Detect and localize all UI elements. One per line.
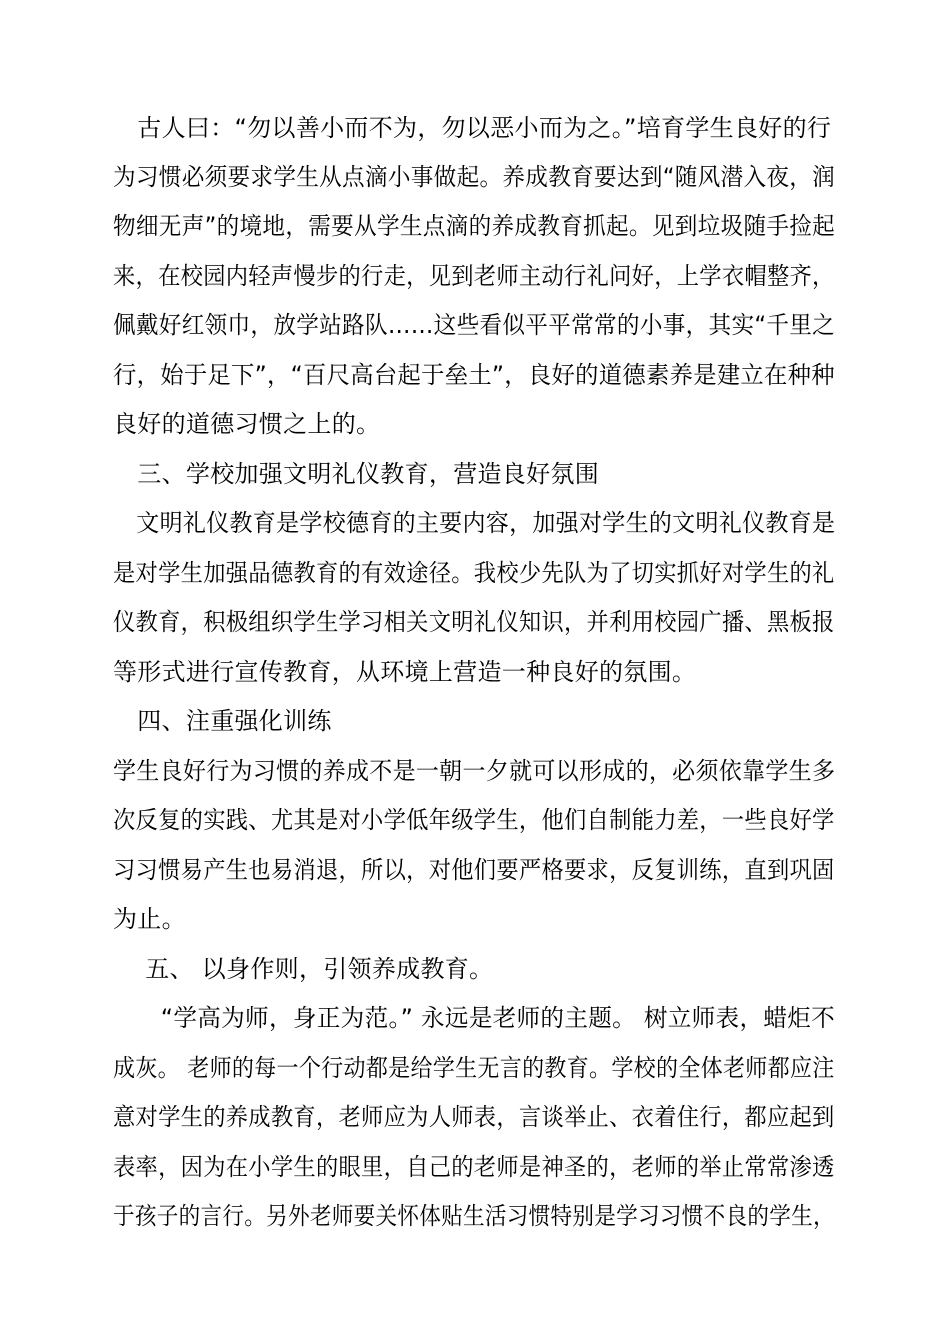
text-line: 学生良好行为习惯的养成不是一朝一夕就可以形成的，必须依靠学生多 bbox=[113, 757, 836, 785]
text-line: 文明礼仪教育是学校德育的主要内容，加强对学生的文明礼仪教育是 bbox=[113, 509, 836, 537]
text-line: 古人曰：“勿以善小而不为，勿以恶小而为之。”培育学生良好的行 bbox=[113, 114, 832, 142]
text-line: 来，在校园内轻声慢步的行走，见到老师主动行礼问好，上学衣帽整齐， bbox=[113, 262, 835, 290]
section-heading: 三、学校加强文明礼仪教育，营造良好氛围 bbox=[113, 460, 599, 488]
text-line: 意对学生的养成教育，老师应为人师表，言谈举止、衣着住行，都应起到 bbox=[113, 1103, 835, 1131]
text-line: 为习惯必须要求学生从点滴小事做起。养成教育要达到“随风潜入夜，润 bbox=[113, 163, 836, 191]
text-line: 等形式进行宣传教育，从环境上营造一种良好的氛围。 bbox=[113, 658, 697, 686]
text-line: 于孩子的言行。另外老师要关怀体贴生活习惯特别是学习习惯不良的学生， bbox=[113, 1202, 835, 1230]
text-line: 为止。 bbox=[113, 905, 186, 933]
text-line: 是对学生加强品德教育的有效途径。我校少先队为了切实抓好对学生的礼 bbox=[113, 559, 835, 587]
section-heading: 五、 以身作则，引领养成教育。 bbox=[113, 955, 494, 983]
text-line: 成灰。 老师的每一个行动都是给学生无言的教育。学校的全体老师都应注 bbox=[113, 1054, 835, 1082]
text-line: 物细无声”的境地，需要从学生点滴的养成教育抓起。见到垃圾随手捡起 bbox=[113, 212, 836, 240]
text-line: 习习惯易产生也易消退，所以，对他们要严格要求，反复训练，直到巩固 bbox=[113, 856, 835, 884]
section-heading: 四、注重强化训练 bbox=[113, 707, 332, 735]
text-line: “学高为师，身正为范。” 永远是老师的主题。 树立师表，蜡炬不 bbox=[113, 1004, 836, 1032]
text-line: 次反复的实践、尤其是对小学低年级学生，他们自制能力差，一些良好学 bbox=[113, 806, 835, 834]
text-line: 表率，因为在小学生的眼里，自己的老师是神圣的，老师的举止常常渗透 bbox=[113, 1153, 835, 1181]
text-line: 佩戴好红领巾，放学站路队……这些看似平平常常的小事，其实“千里之 bbox=[113, 311, 836, 339]
text-line: 良好的道德习惯之上的。 bbox=[113, 410, 381, 438]
text-line: 仪教育，积极组织学生学习相关文明礼仪知识，并利用校园广播、黑板报 bbox=[113, 608, 835, 636]
text-line: 行，始于足下”，“百尺高台起于垒土”，良好的道德素养是建立在种种 bbox=[113, 361, 835, 389]
